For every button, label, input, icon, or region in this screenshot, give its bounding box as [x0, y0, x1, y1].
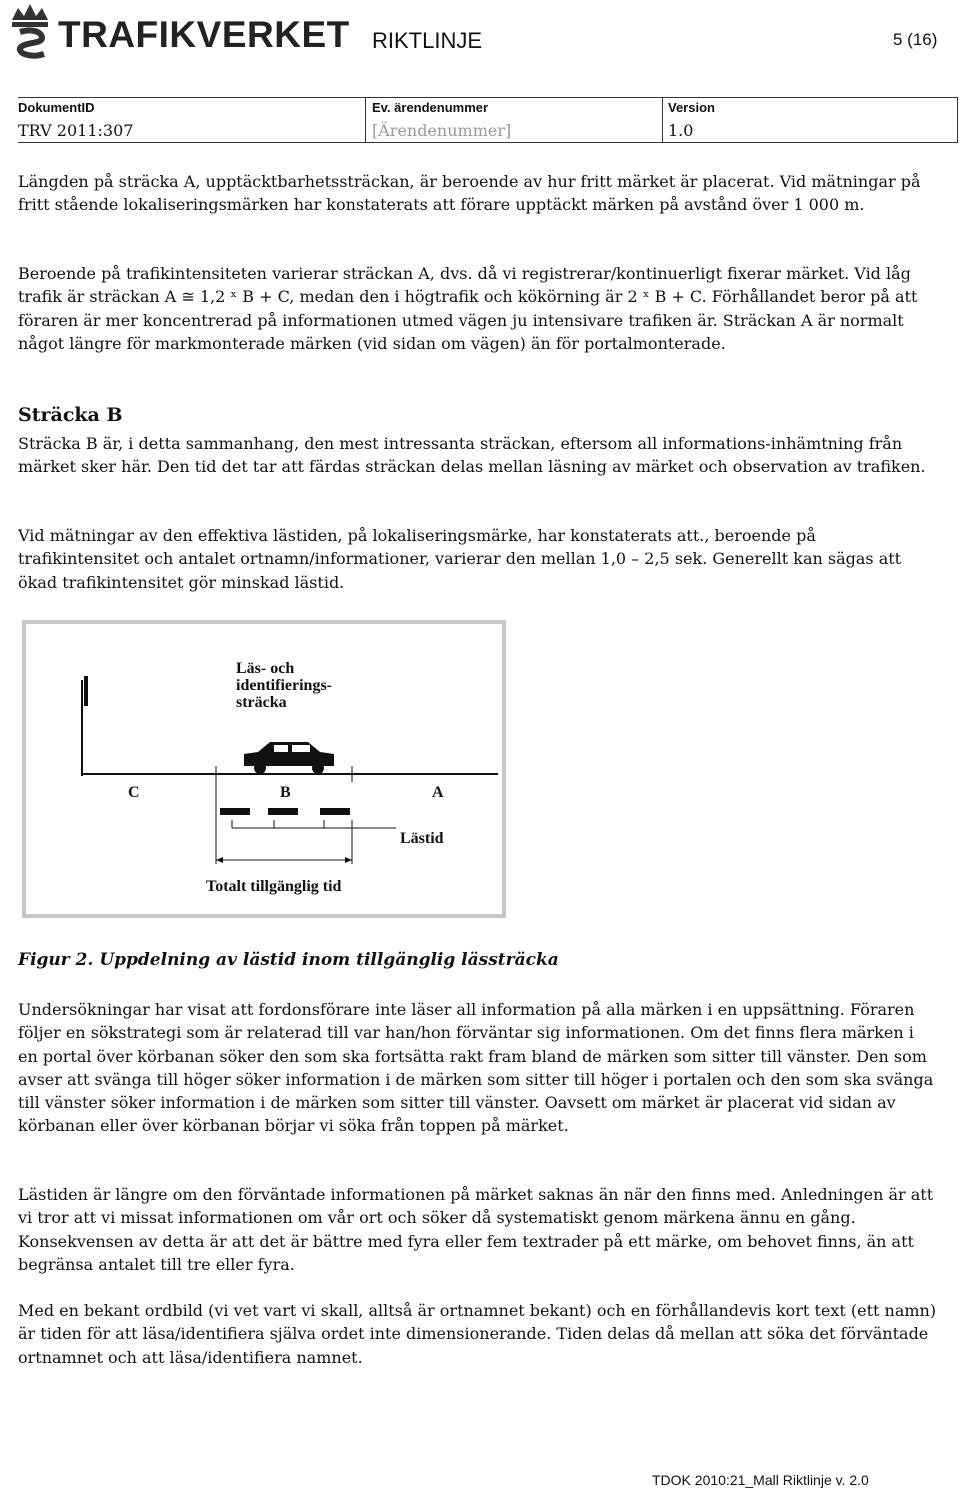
- label-total-time: Totalt tillgänglig tid: [206, 878, 342, 895]
- section-heading: Sträcka B: [18, 404, 123, 426]
- header-separator: [662, 97, 663, 142]
- crown-icon: [2, 2, 58, 68]
- field-value-version: 1.0: [668, 121, 694, 140]
- paragraph: Beroende på trafikintensiteten varierar sträckan A, dvs. då vi registrerar/kontinuerligt fixerar märket. Vid låg trafik är sträckan A ≅ 1,2 ˣ B + C, medan den i högtrafik och kökörning är 2 ˣ B + C. Förhållandet beror på att föraren är mer koncentrerad på informationen utmed vägen ju intensivare trafiken är. Sträckan A är normalt något längre för markmonterade märken (vid sidan om vägen) än för portalmonterade.: [18, 264, 918, 353]
- field-value-arendenummer: [Ärendenummer]: [372, 121, 512, 140]
- logo-wordmark: TRAFIKVERKET: [58, 14, 350, 55]
- header-bottom-rule: [18, 142, 958, 143]
- paragraph: Lästiden är längre om den förväntade informationen på märket saknas än när den finns med. Anledningen är att vi tror att vi missat informationen om vår ort och söker då systematiskt genom märkena ännu en gång. Konsekvensen av detta är att det är bättre med fyra eller fem textrader på ett märke, om behovet finns, än att begränsa antalet till tre eller fyra.: [18, 1185, 934, 1274]
- page-number: 5 (16): [893, 30, 938, 49]
- label-a: A: [432, 784, 444, 801]
- paragraph: Längden på sträcka A, upptäcktbarhetssträckan, är beroende av hur fritt märket är placerat. Vid mätningar på fritt stående lokaliseringsmärken har konstaterats att förare upptäckt märken på avstånd över 1 000 m.: [18, 172, 921, 215]
- label-lastid: Lästid: [400, 830, 444, 847]
- figure-caption: Figur 2. Uppdelning av lästid inom tillgänglig lässträcka: [18, 950, 559, 970]
- header-separator: [365, 97, 366, 142]
- field-label-dokumentid: DokumentID: [18, 100, 95, 115]
- zone-label: [236, 660, 332, 711]
- paragraph: Vid mätningar av den effektiva lästiden, på lokaliseringsmärke, har konstaterats att., beroende på trafikintensitet och antalet ortnamn/informationer, varierar den mellan 1,0 – 2,5 sek. Generellt kan sägas att ökad trafikintensitet gör minskad lästid.: [18, 526, 902, 592]
- field-label-arendenummer: Ev. ärendenummer: [372, 100, 489, 115]
- field-value-dokumentid: TRV 2011:307: [18, 121, 134, 140]
- label-b: B: [280, 784, 291, 801]
- paragraph: Med en bekant ordbild (vi vet vart vi skall, alltså är ortnamnet bekant) och en förhållandevis kort text (ett namn) är tiden för att läsa/identifiera själva ordet inte dimensionerande. Tiden delas då mellan att söka det förväntade ortnamnet och att läsa/identifiera namnet.: [18, 1301, 937, 1367]
- paragraph: Undersökningar har visat att fordonsförare inte läser all information på alla märken i en uppsättning. Föraren följer en sökstrategi som är relaterad till var han/hon förväntar sig informationen. Om det finns flera märken i en portal över körbanan söker den som ska fortsätta rakt fram bland de märken som sitter till vänster. Den som avser att svänga till höger söker information i de märken som sitter till höger i portalen och den som ska svänga till vänster söker information i de märken som sitter till vänster. Oavsett om märket är placerat vid sidan av körbanan eller över körbanan börjar vi söka från toppen på märket.: [18, 1000, 934, 1136]
- trafikverket-logo: [0, 0, 350, 68]
- paragraph: Sträcka B är, i detta sammanhang, den mest intressanta sträckan, eftersom all informations-inhämtning från märket sker här. Den tid det tar att färdas sträckan delas mellan läsning av märket och observation av trafiken.: [18, 434, 926, 477]
- field-label-version: Version: [668, 100, 715, 115]
- figure-diagram: [22, 620, 506, 918]
- footer-template-id: TDOK 2010:21_Mall Riktlinje v. 2.0: [652, 1472, 869, 1488]
- label-c: C: [128, 784, 140, 801]
- header-separator: [957, 97, 958, 142]
- zone-label-line: identifierings-: [236, 677, 332, 694]
- header-top-rule: [18, 97, 958, 98]
- document-type: RIKTLINJE: [372, 28, 483, 53]
- zone-label-line: Läs- och: [236, 660, 295, 677]
- zone-label-line: sträcka: [236, 694, 287, 711]
